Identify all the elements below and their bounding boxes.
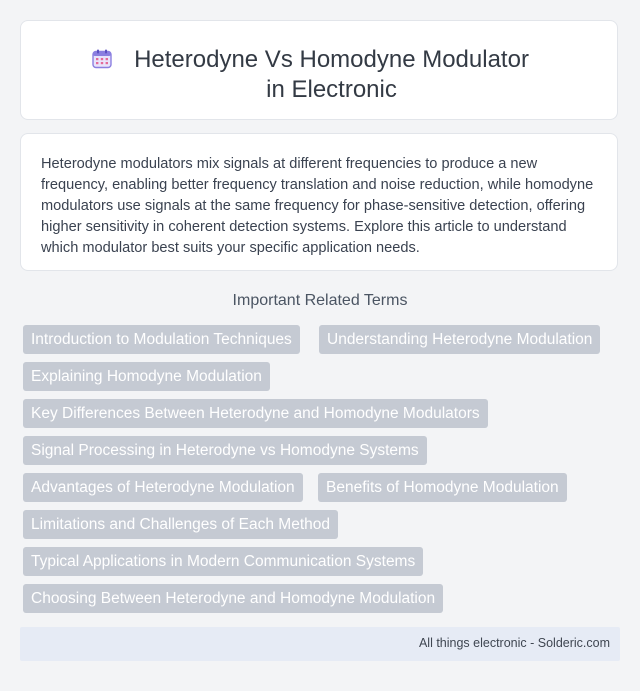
term-chip-advantages-of-heterodyne-modulation[interactable]: Advantages of Heterodyne Modulation — [23, 473, 303, 502]
term-chip-introduction-to-modulation-techniques[interactable]: Introduction to Modulation Techniques — [23, 325, 300, 354]
title-card — [20, 20, 618, 120]
footer — [20, 627, 620, 661]
term-chip-signal-processing[interactable]: Signal Processing in Heterodyne vs Homodyne Systems — [23, 436, 427, 465]
description-card — [20, 133, 618, 271]
term-chip-limitations-and-challenges[interactable]: Limitations and Challenges of Each Method — [23, 510, 338, 539]
term-chip-typical-applications[interactable]: Typical Applications in Modern Communication Systems — [23, 547, 423, 576]
term-chip-benefits-of-homodyne-modulation[interactable]: Benefits of Homodyne Modulation — [318, 473, 567, 502]
footer-text: All things electronic - Solderic.com — [418, 636, 610, 650]
term-chip-understanding-heterodyne-modulation[interactable]: Understanding Heterodyne Modulation — [319, 325, 600, 354]
term-chip-key-differences[interactable]: Key Differences Between Heterodyne and Homodyne Modulators — [23, 399, 488, 428]
term-chip-explaining-homodyne-modulation[interactable]: Explaining Homodyne Modulation — [23, 362, 270, 391]
page-title: Heterodyne Vs Homodyne Modulator in Electronic — [134, 46, 529, 103]
description-text: Heterodyne modulators mix signals at different frequencies to produce a new frequency, enabling better frequency translation and noise reduction, while homodyne modulators use signals at the same frequency for phase-sensitive detection, offering higher sensitivity in coherent detection systems. Explore this article to understand which modulator best suits your specific application needs. — [41, 156, 594, 256]
related-terms-heading: Important Related Terms — [232, 292, 408, 309]
term-chip-choosing-between[interactable]: Choosing Between Heterodyne and Homodyne Modulation — [23, 584, 443, 613]
